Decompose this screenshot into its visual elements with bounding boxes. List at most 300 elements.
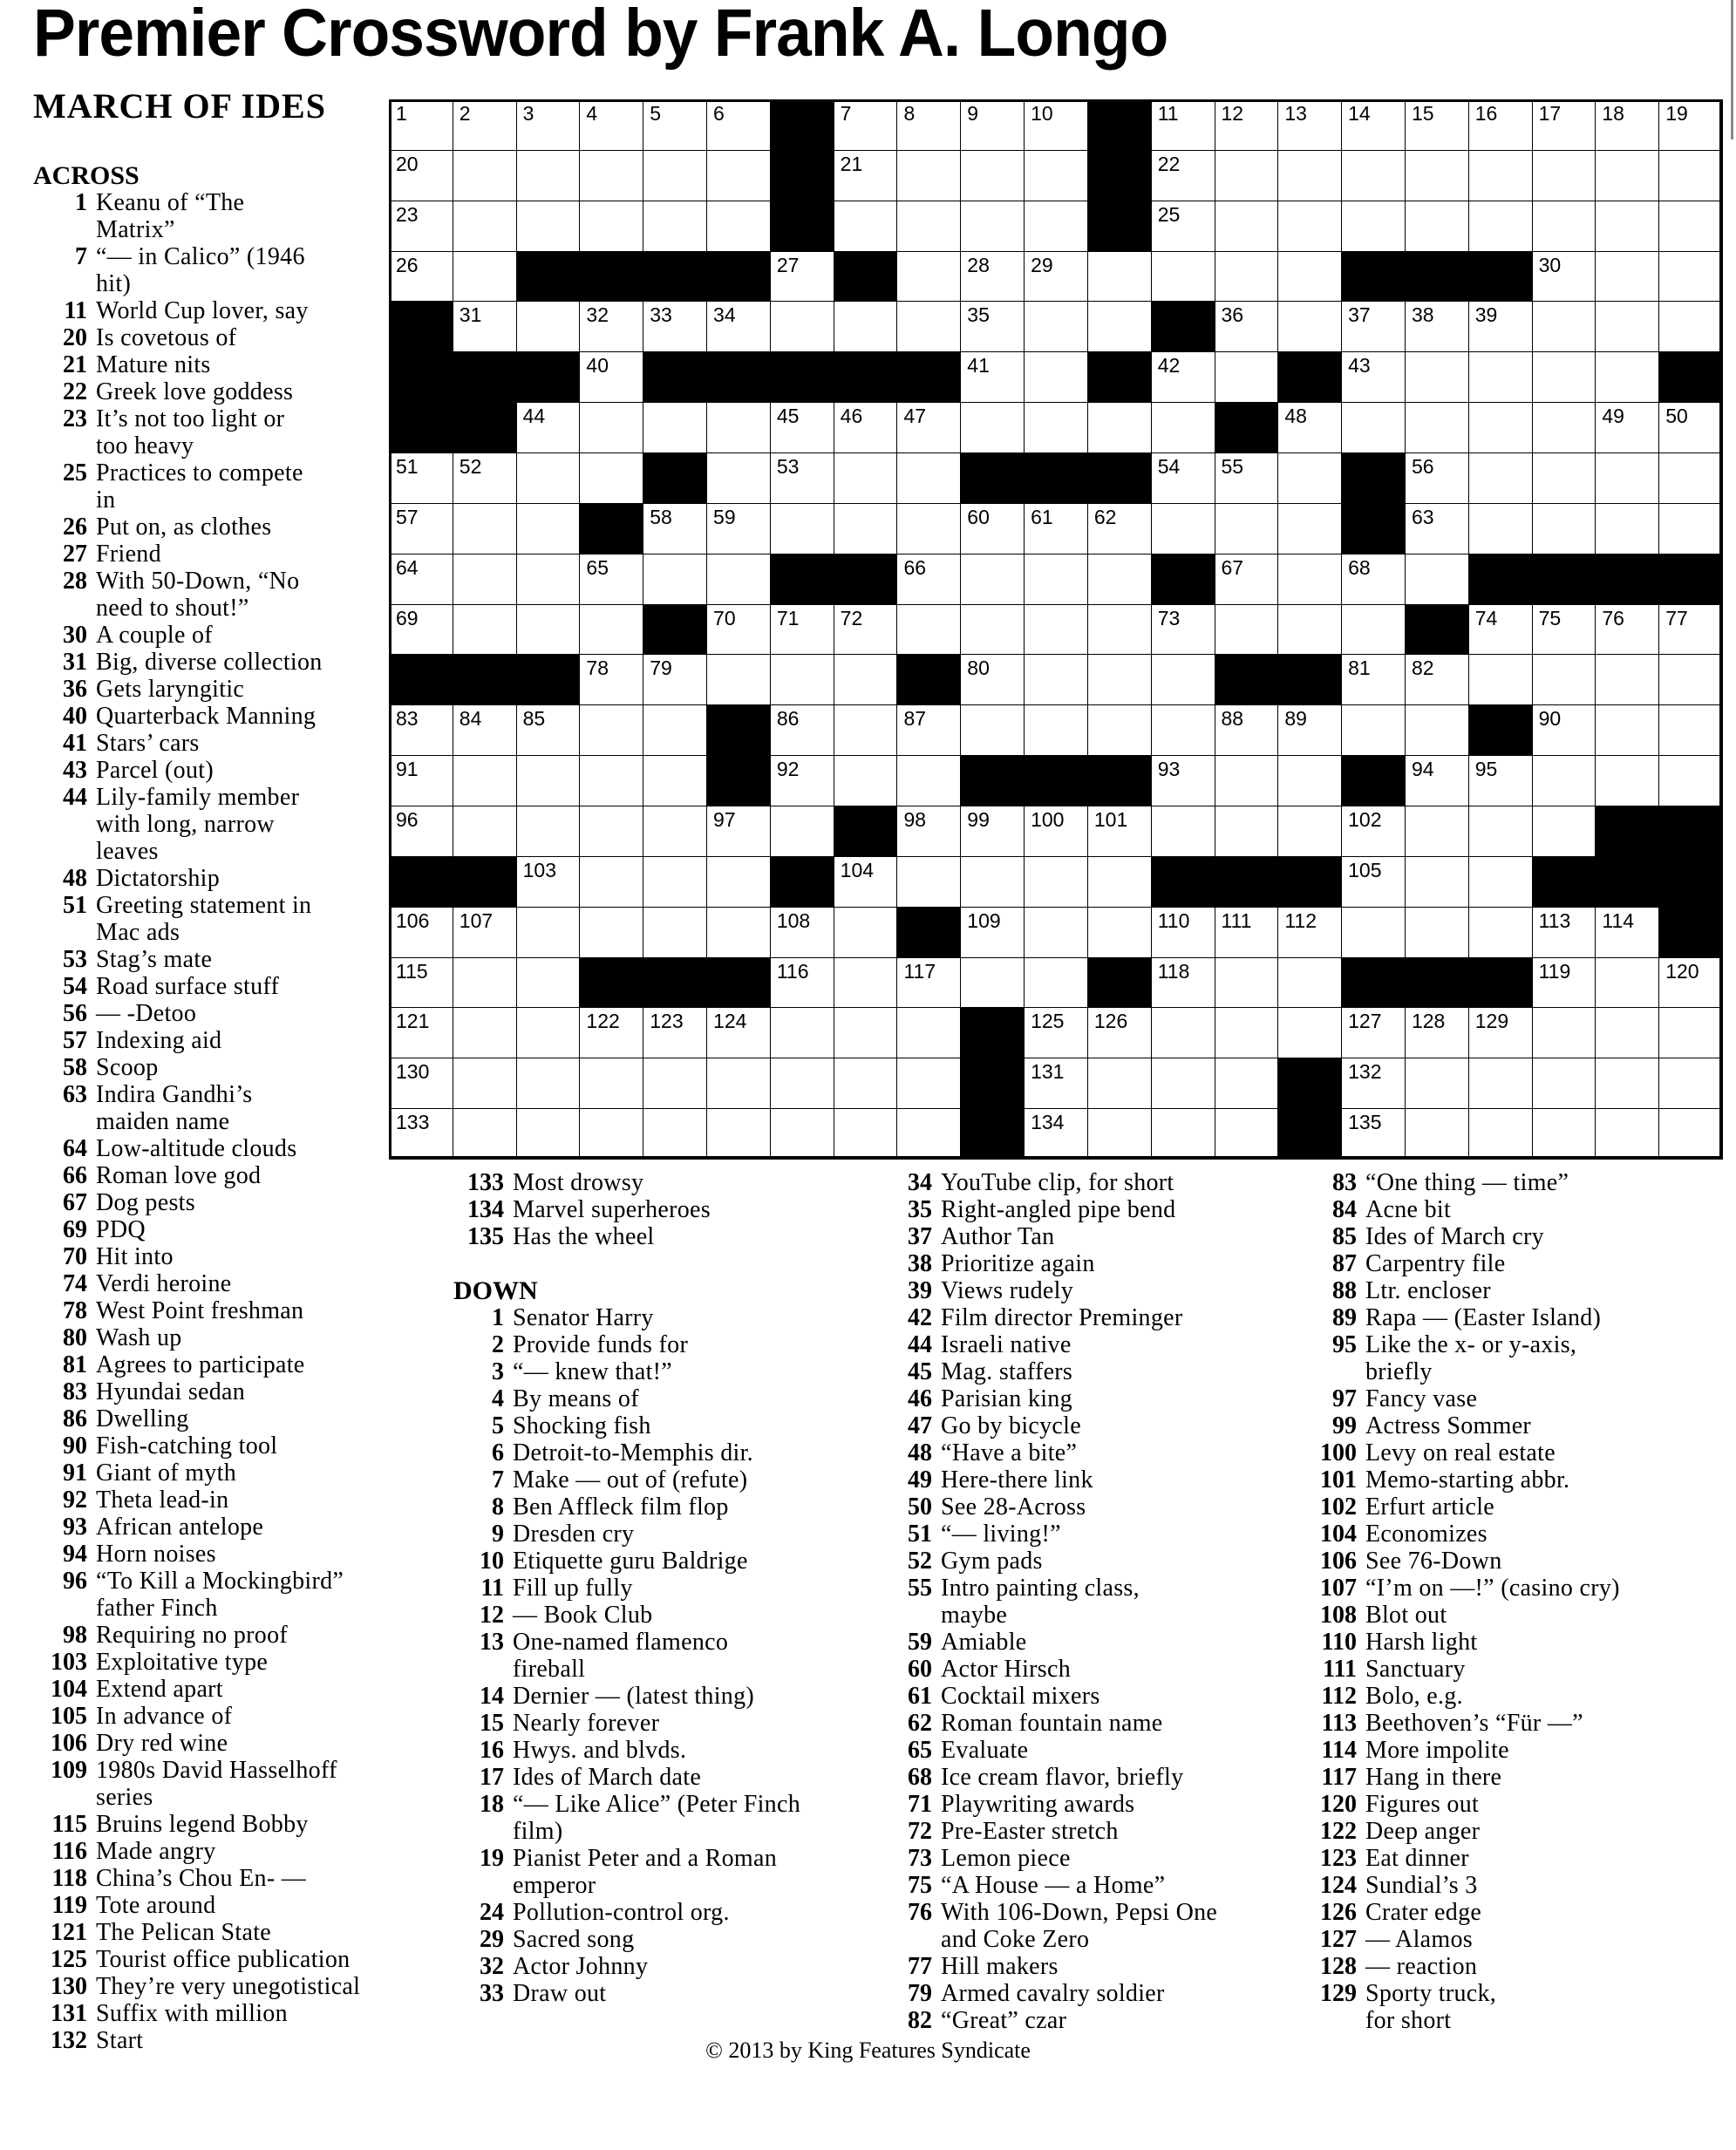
grid-cell[interactable] (1341, 1007, 1406, 1058)
grid-cell[interactable] (1405, 1058, 1469, 1109)
grid-cell[interactable] (896, 452, 961, 504)
grid-cell[interactable] (834, 150, 898, 201)
grid-cell[interactable] (579, 99, 643, 151)
grid-cell[interactable] (1277, 99, 1342, 151)
grid-cell[interactable] (1532, 351, 1596, 403)
grid-cell[interactable] (389, 452, 453, 504)
grid-cell[interactable] (834, 99, 898, 151)
grid-cell[interactable] (643, 654, 707, 705)
grid-cell[interactable] (1341, 351, 1406, 403)
grid-cell[interactable] (1532, 1108, 1596, 1160)
grid-cell[interactable] (1405, 554, 1469, 605)
grid-cell[interactable] (453, 1007, 517, 1058)
grid-cell[interactable] (1151, 251, 1215, 303)
grid-cell[interactable] (834, 856, 898, 908)
grid-cell[interactable] (1215, 1007, 1279, 1058)
grid-cell[interactable] (1341, 402, 1406, 453)
grid-cell[interactable] (389, 1058, 453, 1109)
grid-cell[interactable] (960, 150, 1025, 201)
grid-cell[interactable] (960, 554, 1025, 605)
grid-cell[interactable] (770, 1007, 834, 1058)
grid-cell[interactable] (1024, 554, 1088, 605)
grid-cell[interactable] (1468, 301, 1533, 352)
grid-cell[interactable] (389, 1108, 453, 1160)
grid-cell[interactable] (389, 755, 453, 806)
grid-cell[interactable] (389, 604, 453, 656)
grid-cell[interactable] (579, 1058, 643, 1109)
grid-cell[interactable] (834, 604, 898, 656)
grid-cell[interactable] (1405, 1007, 1469, 1058)
grid-cell[interactable] (643, 150, 707, 201)
grid-cell[interactable] (579, 654, 643, 705)
grid-cell[interactable] (770, 1108, 834, 1160)
grid-cell[interactable] (1277, 957, 1342, 1009)
grid-cell[interactable] (1468, 604, 1533, 656)
grid-cell[interactable] (896, 856, 961, 908)
grid-cell[interactable] (1658, 1108, 1723, 1160)
grid-cell[interactable] (896, 301, 961, 352)
grid-cell[interactable] (1277, 755, 1342, 806)
grid-cell[interactable] (706, 604, 771, 656)
grid-cell[interactable] (453, 452, 517, 504)
grid-cell[interactable] (834, 1108, 898, 1160)
grid-cell[interactable] (834, 503, 898, 555)
grid-cell[interactable] (1405, 907, 1469, 958)
grid-cell[interactable] (706, 402, 771, 453)
grid-cell[interactable] (834, 301, 898, 352)
grid-cell[interactable] (1087, 402, 1152, 453)
grid-cell[interactable] (1658, 452, 1723, 504)
grid-cell[interactable] (1595, 201, 1659, 252)
grid-cell[interactable] (896, 251, 961, 303)
grid-cell[interactable] (1658, 1007, 1723, 1058)
grid-cell[interactable] (453, 806, 517, 857)
grid-cell[interactable] (1658, 150, 1723, 201)
grid-cell[interactable] (1658, 654, 1723, 705)
grid-cell[interactable] (1087, 907, 1152, 958)
grid-cell[interactable] (1087, 554, 1152, 605)
grid-cell[interactable] (579, 402, 643, 453)
grid-cell[interactable] (1087, 704, 1152, 756)
grid-cell[interactable] (834, 957, 898, 1009)
grid-cell[interactable] (960, 201, 1025, 252)
grid-cell[interactable] (643, 907, 707, 958)
grid-cell[interactable] (1277, 402, 1342, 453)
grid-cell[interactable] (453, 503, 517, 555)
grid-cell[interactable] (1151, 351, 1215, 403)
grid-cell[interactable] (706, 301, 771, 352)
grid-cell[interactable] (706, 654, 771, 705)
grid-cell[interactable] (579, 755, 643, 806)
grid-cell[interactable] (896, 806, 961, 857)
grid-cell[interactable] (1215, 251, 1279, 303)
grid-cell[interactable] (1024, 301, 1088, 352)
grid-cell[interactable] (579, 856, 643, 908)
grid-cell[interactable] (1215, 201, 1279, 252)
grid-cell[interactable] (834, 907, 898, 958)
grid-cell[interactable] (1215, 755, 1279, 806)
grid-cell[interactable] (770, 704, 834, 756)
grid-cell[interactable] (1087, 251, 1152, 303)
grid-cell[interactable] (770, 957, 834, 1009)
grid-cell[interactable] (1595, 704, 1659, 756)
grid-cell[interactable] (1595, 907, 1659, 958)
grid-cell[interactable] (770, 251, 834, 303)
grid-cell[interactable] (579, 1108, 643, 1160)
grid-cell[interactable] (1532, 755, 1596, 806)
grid-cell[interactable] (896, 957, 961, 1009)
grid-cell[interactable] (706, 1007, 771, 1058)
grid-cell[interactable] (1658, 755, 1723, 806)
grid-cell[interactable] (1087, 1108, 1152, 1160)
grid-cell[interactable] (896, 755, 961, 806)
grid-cell[interactable] (1151, 654, 1215, 705)
grid-cell[interactable] (960, 251, 1025, 303)
grid-cell[interactable] (1658, 201, 1723, 252)
grid-cell[interactable] (1151, 402, 1215, 453)
grid-cell[interactable] (1595, 99, 1659, 151)
grid-cell[interactable] (1532, 907, 1596, 958)
grid-cell[interactable] (960, 856, 1025, 908)
grid-cell[interactable] (1087, 301, 1152, 352)
grid-cell[interactable] (643, 402, 707, 453)
grid-cell[interactable] (1658, 251, 1723, 303)
grid-cell[interactable] (706, 856, 771, 908)
grid-cell[interactable] (896, 1007, 961, 1058)
grid-cell[interactable] (389, 1007, 453, 1058)
grid-cell[interactable] (1532, 452, 1596, 504)
grid-cell[interactable] (1658, 1058, 1723, 1109)
grid-cell[interactable] (1215, 806, 1279, 857)
grid-cell[interactable] (1468, 856, 1533, 908)
grid-cell[interactable] (516, 1108, 581, 1160)
grid-cell[interactable] (1468, 150, 1533, 201)
grid-cell[interactable] (516, 452, 581, 504)
grid-cell[interactable] (1405, 1108, 1469, 1160)
grid-cell[interactable] (1277, 150, 1342, 201)
grid-cell[interactable] (1595, 402, 1659, 453)
grid-cell[interactable] (706, 503, 771, 555)
grid-cell[interactable] (579, 301, 643, 352)
grid-cell[interactable] (1532, 654, 1596, 705)
grid-cell[interactable] (706, 907, 771, 958)
grid-cell[interactable] (896, 1108, 961, 1160)
grid-cell[interactable] (1024, 351, 1088, 403)
grid-cell[interactable] (453, 755, 517, 806)
grid-cell[interactable] (1532, 1058, 1596, 1109)
grid-cell[interactable] (453, 1108, 517, 1160)
grid-cell[interactable] (960, 806, 1025, 857)
grid-cell[interactable] (1658, 604, 1723, 656)
grid-cell[interactable] (516, 1058, 581, 1109)
grid-cell[interactable] (579, 704, 643, 756)
grid-cell[interactable] (1595, 604, 1659, 656)
grid-cell[interactable] (1341, 654, 1406, 705)
grid-cell[interactable] (1595, 1058, 1659, 1109)
grid-cell[interactable] (896, 503, 961, 555)
grid-cell[interactable] (1024, 957, 1088, 1009)
grid-cell[interactable] (1215, 99, 1279, 151)
grid-cell[interactable] (1532, 150, 1596, 201)
grid-cell[interactable] (516, 806, 581, 857)
grid-cell[interactable] (1532, 604, 1596, 656)
grid-cell[interactable] (643, 1058, 707, 1109)
grid-cell[interactable] (1595, 351, 1659, 403)
grid-cell[interactable] (960, 99, 1025, 151)
grid-cell[interactable] (1215, 503, 1279, 555)
grid-cell[interactable] (896, 99, 961, 151)
grid-cell[interactable] (516, 1007, 581, 1058)
grid-cell[interactable] (706, 452, 771, 504)
grid-cell[interactable] (579, 351, 643, 403)
grid-cell[interactable] (516, 957, 581, 1009)
grid-cell[interactable] (1215, 604, 1279, 656)
grid-cell[interactable] (453, 604, 517, 656)
grid-cell[interactable] (516, 604, 581, 656)
grid-cell[interactable] (1024, 806, 1088, 857)
grid-cell[interactable] (1341, 201, 1406, 252)
grid-cell[interactable] (1024, 402, 1088, 453)
grid-cell[interactable] (1024, 654, 1088, 705)
grid-cell[interactable] (960, 604, 1025, 656)
grid-cell[interactable] (1468, 201, 1533, 252)
grid-cell[interactable] (389, 201, 453, 252)
grid-cell[interactable] (1024, 201, 1088, 252)
grid-cell[interactable] (1405, 301, 1469, 352)
grid-cell[interactable] (896, 704, 961, 756)
grid-cell[interactable] (579, 1007, 643, 1058)
grid-cell[interactable] (1024, 1007, 1088, 1058)
grid-cell[interactable] (1468, 1108, 1533, 1160)
grid-cell[interactable] (1341, 301, 1406, 352)
grid-cell[interactable] (1215, 150, 1279, 201)
grid-cell[interactable] (834, 452, 898, 504)
grid-cell[interactable] (1658, 503, 1723, 555)
grid-cell[interactable] (1595, 251, 1659, 303)
grid-cell[interactable] (516, 554, 581, 605)
grid-cell[interactable] (1405, 806, 1469, 857)
grid-cell[interactable] (643, 1108, 707, 1160)
grid-cell[interactable] (1277, 554, 1342, 605)
grid-cell[interactable] (643, 554, 707, 605)
grid-cell[interactable] (1087, 654, 1152, 705)
grid-cell[interactable] (1215, 704, 1279, 756)
grid-cell[interactable] (643, 503, 707, 555)
grid-cell[interactable] (1658, 704, 1723, 756)
grid-cell[interactable] (1341, 704, 1406, 756)
grid-cell[interactable] (960, 402, 1025, 453)
grid-cell[interactable] (579, 150, 643, 201)
grid-cell[interactable] (389, 554, 453, 605)
grid-cell[interactable] (1341, 150, 1406, 201)
grid-cell[interactable] (960, 301, 1025, 352)
grid-cell[interactable] (516, 704, 581, 756)
grid-cell[interactable] (453, 704, 517, 756)
grid-cell[interactable] (643, 755, 707, 806)
grid-cell[interactable] (1024, 1108, 1088, 1160)
grid-cell[interactable] (706, 554, 771, 605)
grid-cell[interactable] (1151, 755, 1215, 806)
grid-cell[interactable] (516, 856, 581, 908)
grid-cell[interactable] (516, 99, 581, 151)
grid-cell[interactable] (1151, 99, 1215, 151)
grid-cell[interactable] (516, 907, 581, 958)
grid-cell[interactable] (960, 957, 1025, 1009)
grid-cell[interactable] (1024, 704, 1088, 756)
grid-cell[interactable] (1087, 856, 1152, 908)
grid-cell[interactable] (1024, 251, 1088, 303)
grid-cell[interactable] (1151, 201, 1215, 252)
grid-cell[interactable] (389, 251, 453, 303)
grid-cell[interactable] (1151, 604, 1215, 656)
grid-cell[interactable] (1024, 503, 1088, 555)
grid-cell[interactable] (1468, 402, 1533, 453)
grid-cell[interactable] (834, 402, 898, 453)
grid-cell[interactable] (1151, 1108, 1215, 1160)
grid-cell[interactable] (389, 99, 453, 151)
grid-cell[interactable] (579, 806, 643, 857)
grid-cell[interactable] (960, 907, 1025, 958)
grid-cell[interactable] (389, 957, 453, 1009)
grid-cell[interactable] (896, 402, 961, 453)
grid-cell[interactable] (453, 150, 517, 201)
grid-cell[interactable] (516, 503, 581, 555)
grid-cell[interactable] (960, 704, 1025, 756)
grid-cell[interactable] (1087, 1058, 1152, 1109)
grid-cell[interactable] (389, 704, 453, 756)
grid-cell[interactable] (453, 1058, 517, 1109)
grid-cell[interactable] (643, 201, 707, 252)
grid-cell[interactable] (1595, 957, 1659, 1009)
grid-cell[interactable] (1341, 856, 1406, 908)
grid-cell[interactable] (1024, 604, 1088, 656)
grid-cell[interactable] (1151, 957, 1215, 1009)
grid-cell[interactable] (896, 201, 961, 252)
grid-cell[interactable] (1215, 1058, 1279, 1109)
grid-cell[interactable] (1151, 150, 1215, 201)
grid-cell[interactable] (1532, 957, 1596, 1009)
grid-cell[interactable] (1468, 806, 1533, 857)
grid-cell[interactable] (516, 301, 581, 352)
grid-cell[interactable] (1595, 755, 1659, 806)
grid-cell[interactable] (1532, 301, 1596, 352)
grid-cell[interactable] (1151, 503, 1215, 555)
grid-cell[interactable] (1277, 251, 1342, 303)
grid-cell[interactable] (453, 99, 517, 151)
grid-cell[interactable] (1532, 201, 1596, 252)
grid-cell[interactable] (834, 755, 898, 806)
grid-cell[interactable] (896, 1058, 961, 1109)
grid-cell[interactable] (1277, 1007, 1342, 1058)
grid-cell[interactable] (516, 402, 581, 453)
grid-cell[interactable] (1215, 351, 1279, 403)
grid-cell[interactable] (770, 755, 834, 806)
grid-cell[interactable] (1468, 1007, 1533, 1058)
grid-cell[interactable] (1341, 907, 1406, 958)
grid-cell[interactable] (1277, 604, 1342, 656)
grid-cell[interactable] (1215, 1108, 1279, 1160)
grid-cell[interactable] (1341, 604, 1406, 656)
grid-cell[interactable] (1277, 503, 1342, 555)
grid-cell[interactable] (1151, 1007, 1215, 1058)
grid-cell[interactable] (770, 402, 834, 453)
grid-cell[interactable] (1468, 654, 1533, 705)
grid-cell[interactable] (896, 604, 961, 656)
grid-cell[interactable] (706, 1058, 771, 1109)
grid-cell[interactable] (1468, 452, 1533, 504)
grid-cell[interactable] (1341, 554, 1406, 605)
grid-cell[interactable] (1215, 554, 1279, 605)
grid-cell[interactable] (1468, 503, 1533, 555)
grid-cell[interactable] (453, 554, 517, 605)
grid-cell[interactable] (1277, 907, 1342, 958)
grid-cell[interactable] (1595, 654, 1659, 705)
grid-cell[interactable] (1405, 201, 1469, 252)
grid-cell[interactable] (1595, 503, 1659, 555)
grid-cell[interactable] (1151, 907, 1215, 958)
grid-cell[interactable] (770, 654, 834, 705)
grid-cell[interactable] (516, 755, 581, 806)
grid-cell[interactable] (896, 150, 961, 201)
grid-cell[interactable] (1277, 201, 1342, 252)
grid-cell[interactable] (579, 907, 643, 958)
grid-cell[interactable] (960, 654, 1025, 705)
grid-cell[interactable] (1024, 150, 1088, 201)
grid-cell[interactable] (516, 201, 581, 252)
grid-cell[interactable] (1405, 503, 1469, 555)
grid-cell[interactable] (1658, 402, 1723, 453)
grid-cell[interactable] (770, 503, 834, 555)
grid-cell[interactable] (579, 604, 643, 656)
grid-cell[interactable] (579, 201, 643, 252)
grid-cell[interactable] (960, 351, 1025, 403)
grid-cell[interactable] (834, 654, 898, 705)
grid-cell[interactable] (706, 1108, 771, 1160)
grid-cell[interactable] (579, 452, 643, 504)
grid-cell[interactable] (834, 704, 898, 756)
grid-cell[interactable] (1468, 907, 1533, 958)
grid-cell[interactable] (1405, 150, 1469, 201)
grid-cell[interactable] (453, 201, 517, 252)
grid-cell[interactable] (1532, 99, 1596, 151)
grid-cell[interactable] (1087, 806, 1152, 857)
grid-cell[interactable] (834, 1058, 898, 1109)
grid-cell[interactable] (643, 806, 707, 857)
grid-cell[interactable] (453, 251, 517, 303)
grid-cell[interactable] (1532, 251, 1596, 303)
grid-cell[interactable] (1087, 503, 1152, 555)
grid-cell[interactable] (770, 604, 834, 656)
grid-cell[interactable] (1151, 452, 1215, 504)
grid-cell[interactable] (643, 99, 707, 151)
grid-cell[interactable] (516, 150, 581, 201)
grid-cell[interactable] (579, 554, 643, 605)
grid-cell[interactable] (1277, 806, 1342, 857)
grid-cell[interactable] (453, 957, 517, 1009)
grid-cell[interactable] (1595, 452, 1659, 504)
grid-cell[interactable] (1405, 351, 1469, 403)
grid-cell[interactable] (770, 907, 834, 958)
grid-cell[interactable] (1468, 1058, 1533, 1109)
grid-cell[interactable] (1405, 654, 1469, 705)
grid-cell[interactable] (643, 856, 707, 908)
grid-cell[interactable] (706, 806, 771, 857)
grid-cell[interactable] (1405, 452, 1469, 504)
grid-cell[interactable] (1595, 301, 1659, 352)
grid-cell[interactable] (389, 806, 453, 857)
grid-cell[interactable] (1595, 150, 1659, 201)
grid-cell[interactable] (1658, 99, 1723, 151)
